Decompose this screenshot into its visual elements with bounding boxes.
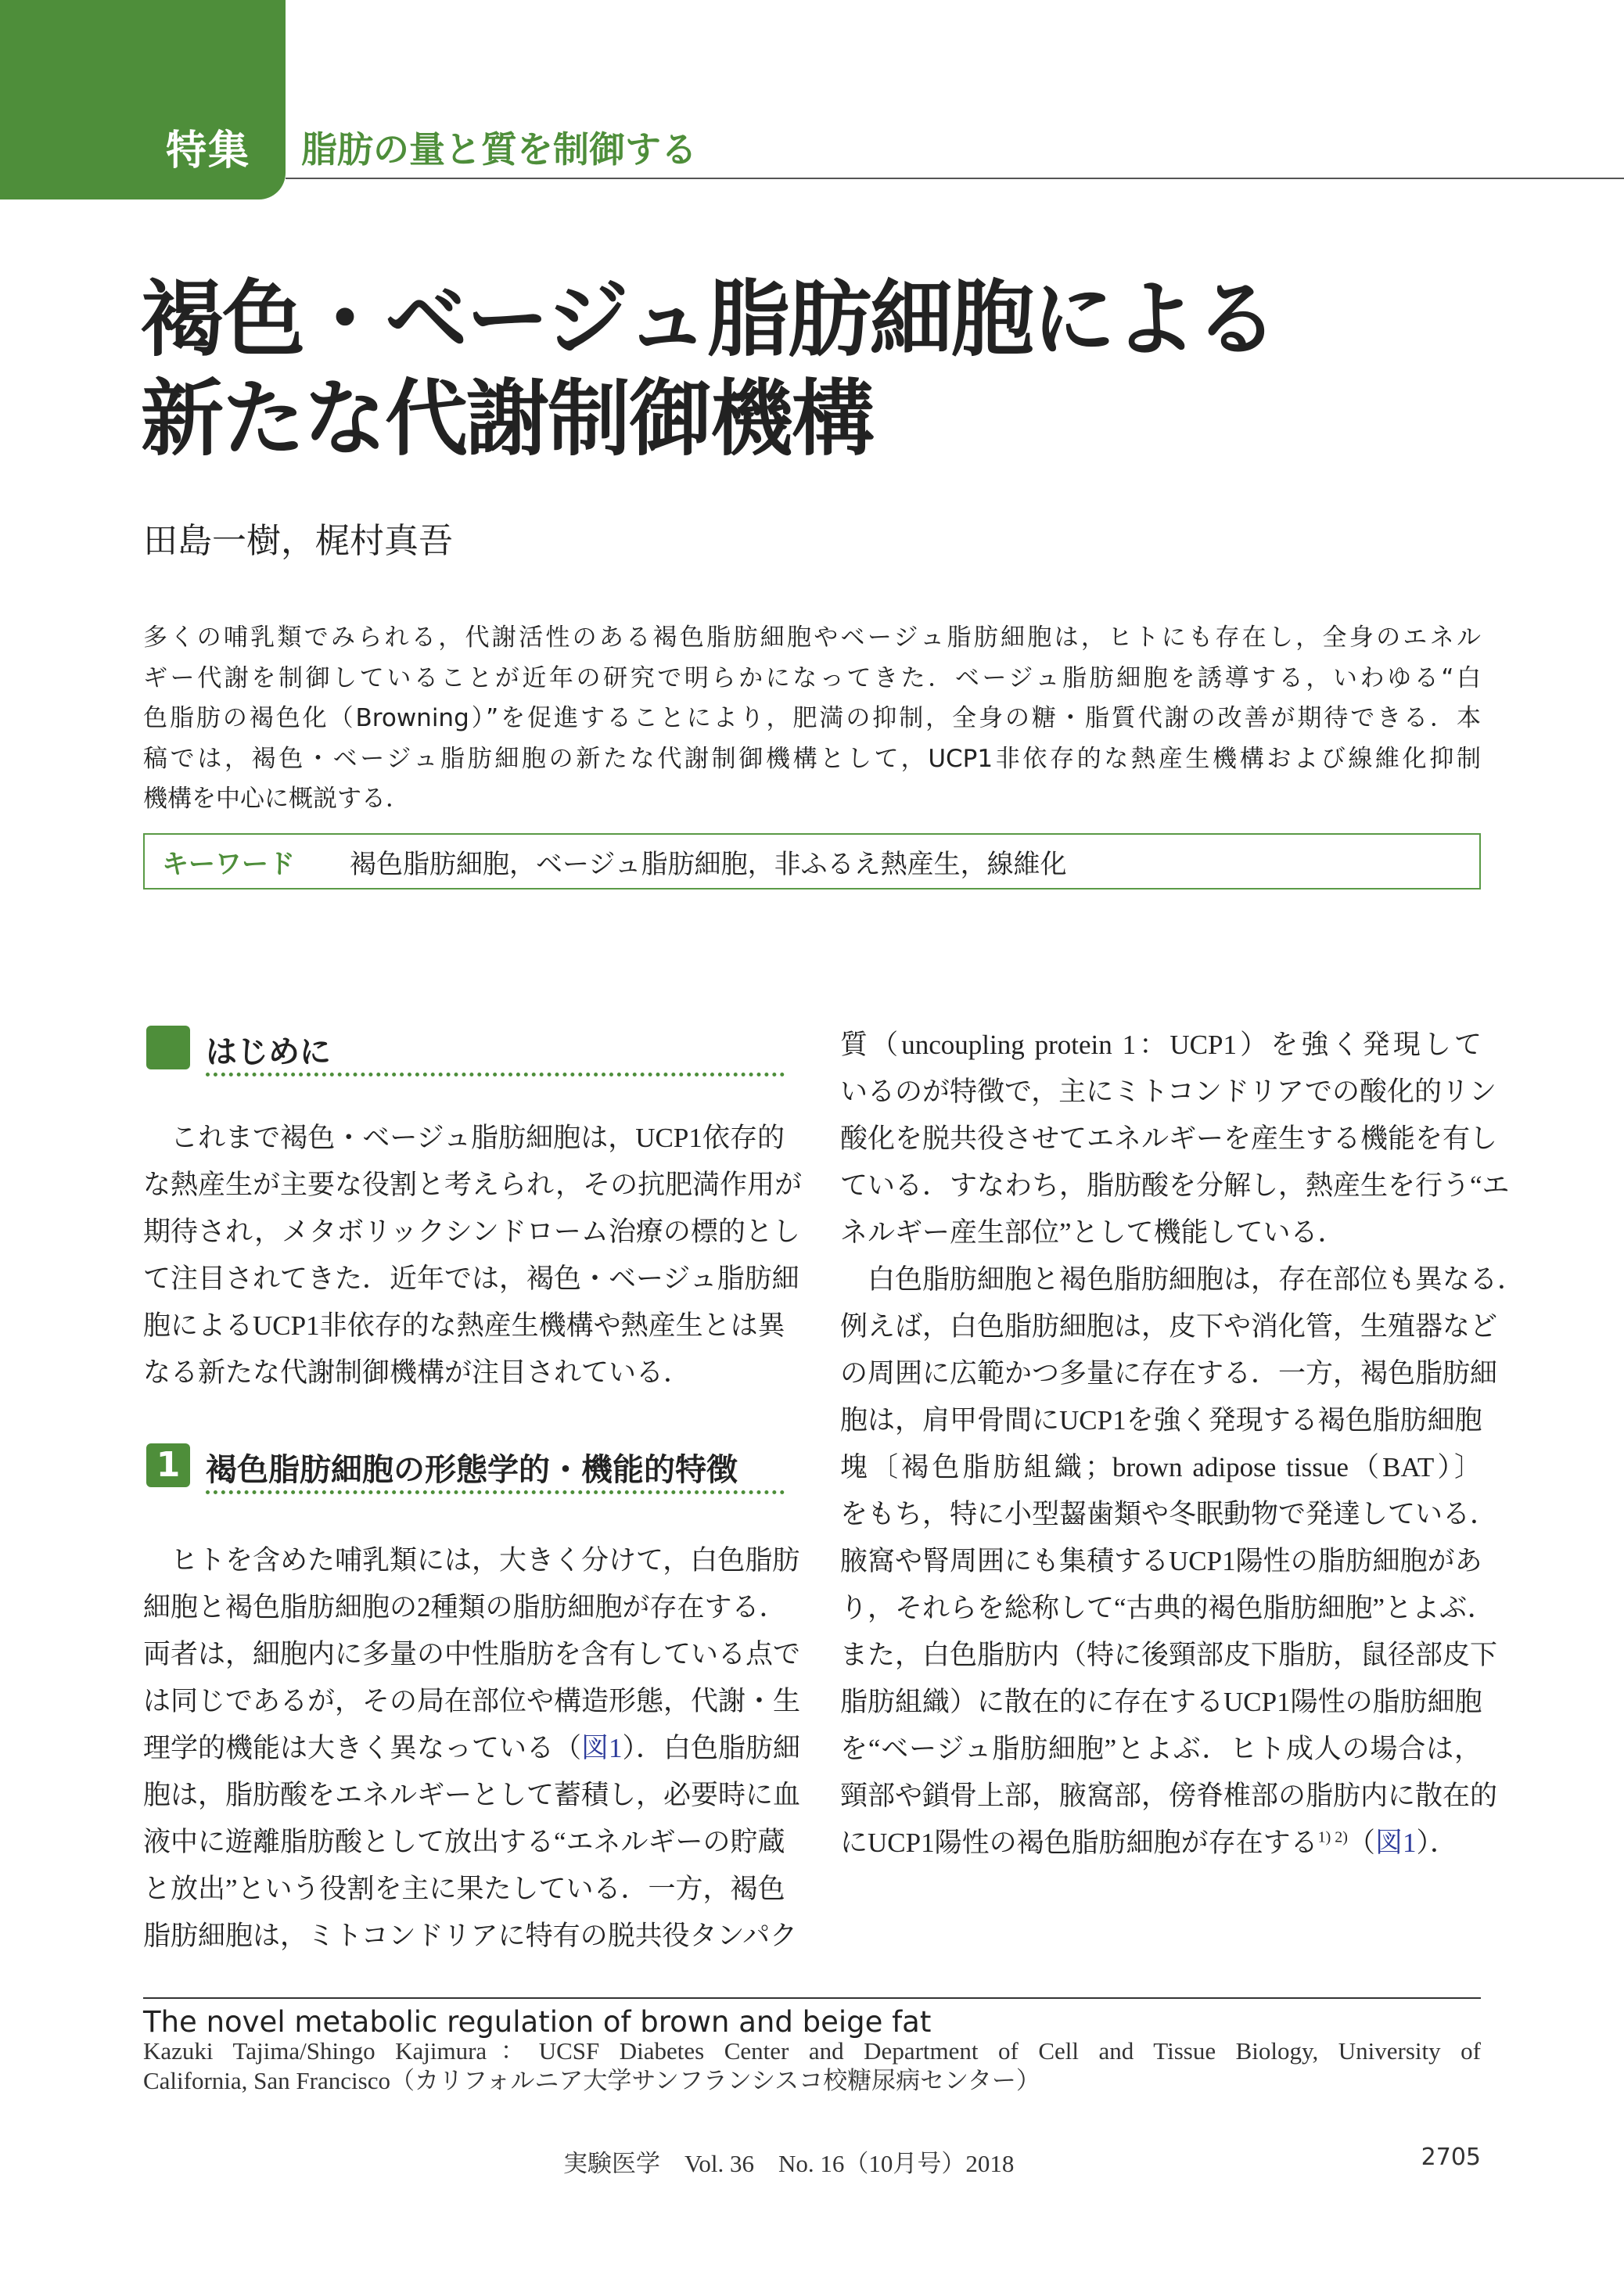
text-run: 両者は，細胞内に多量の中性脂肪を含有している点で xyxy=(143,1639,801,1669)
section-heading-1 xyxy=(143,1443,785,1492)
authors: 田島一樹，梶村真吾 xyxy=(143,521,453,561)
text-run: にUCP1陽性の褐色脂肪細胞が存在する xyxy=(840,1828,1318,1858)
text-line xyxy=(840,1350,1498,1397)
affiliation-line: Kazuki Tajima/Shingo Kajimura：UCSF Diabetes Center and Department of Cell and Tissue Biology, University of xyxy=(143,2037,1481,2065)
text-line xyxy=(840,1773,1498,1820)
text-line xyxy=(143,1725,801,1772)
feature-label: 特集 xyxy=(166,128,251,174)
abstract-line: 機構を中心に概説する． xyxy=(143,785,410,813)
text-run: 頸部や鎖骨上部，腋窩部，傍脊椎部の脂肪内に散在的 xyxy=(840,1781,1498,1811)
text-run: 胞は，脂肪酸をエネルギーとして蓄積し，必要時に血 xyxy=(143,1780,801,1810)
keywords-label: キーワード xyxy=(162,848,295,880)
text-line: なる新たな代謝制御機構が注目されている． xyxy=(143,1357,692,1388)
text-run: ヒトを含めた哺乳類には，大きく分けて，白色脂肪 xyxy=(143,1545,800,1576)
text-run: 脂肪組織）に散在的に存在するUCP1陽性の脂肪細胞 xyxy=(840,1687,1482,1717)
text-line xyxy=(840,1538,1482,1585)
dotted-rule xyxy=(206,1073,785,1076)
title-line: 新たな代謝制御機構 xyxy=(141,371,873,467)
abstract-line: ギー代謝を制御していることが近年の研究で明らかになってきた．ベージュ脂肪細胞を誘導する，いわゆる“白 xyxy=(143,663,1481,692)
text-run: 腋窩や腎周囲にも集積するUCP1陽性の脂肪細胞があ xyxy=(840,1546,1482,1576)
text-run: 細胞と褐色脂肪細胞の2種類の脂肪細胞が存在する． xyxy=(143,1592,787,1623)
text-line xyxy=(143,1772,801,1819)
text-line xyxy=(840,1397,1482,1444)
text-run: は同じであるが，その局在部位や構造形態，代謝・生 xyxy=(143,1686,801,1716)
text-line xyxy=(840,1163,1510,1209)
text-line: これまで褐色・ベージュ脂肪細胞は，UCP1依存的 xyxy=(143,1123,785,1153)
text-line xyxy=(143,1866,785,1913)
text-run: 質（uncoupling protein 1：UCP1）を強く発現して xyxy=(840,1030,1482,1060)
text-run: の周囲に広範かつ多量に存在する．一方，褐色脂肪細 xyxy=(840,1358,1498,1389)
text-run: り，それらを総称して“古典的褐色脂肪細胞”とよぶ． xyxy=(840,1593,1495,1623)
text-line xyxy=(143,1913,798,1960)
abstract-line: 稿では，褐色・ベージュ脂肪細胞の新たな代謝制御機構として，UCP1非依存的な熱産生機構および線維化抑制 xyxy=(143,744,1481,773)
text-line xyxy=(143,1631,801,1678)
text-run: また，白色脂肪内（特に後頸部皮下脂肪，鼠径部皮下 xyxy=(840,1640,1498,1670)
text-line xyxy=(840,1303,1498,1350)
section-title: 褐色脂肪細胞の形態学的・機能的特徴 xyxy=(206,1452,738,1488)
intro-paragraph xyxy=(143,1115,803,1396)
text-run: 塊〔褐色脂肪組織；brown adipose tissue（BAT）〕 xyxy=(840,1452,1482,1483)
affiliation xyxy=(143,2036,1481,2096)
feature-tab xyxy=(0,0,286,199)
section-marker: 1 xyxy=(146,1443,190,1487)
right-column xyxy=(840,1022,1525,1867)
citation-superscript: 1) 2) xyxy=(1317,1828,1348,1846)
text-line xyxy=(840,1679,1482,1726)
text-run: 胞は，肩甲骨間にUCP1を強く発現する褐色脂肪細胞 xyxy=(840,1405,1482,1436)
text-run: 脂肪細胞は，ミトコンドリアに特有の脱共役タンパク xyxy=(143,1921,798,1951)
section-heading-intro xyxy=(143,1026,785,1074)
dotted-rule xyxy=(206,1490,785,1494)
title-line: 褐色・ベージュ脂肪細胞による xyxy=(141,271,1277,368)
abstract-line: 色脂肪の褐色化（Browning）”を促進することにより，肥満の抑制，全身の糖・脂質代謝の改善が期待できる．本 xyxy=(143,704,1481,732)
text-line xyxy=(840,1820,1482,1867)
abstract xyxy=(143,618,1481,820)
text-run: （ xyxy=(1347,1828,1375,1858)
text-line xyxy=(143,1678,801,1725)
series-title: 脂肪の量と質を制御する xyxy=(301,128,697,171)
text-line: て注目されてきた．近年では，褐色・ベージュ脂肪細 xyxy=(143,1263,799,1294)
text-run: を“ベージュ脂肪細胞”とよぶ．ヒト成人の場合は， xyxy=(840,1734,1482,1764)
keywords-box xyxy=(143,833,1481,890)
abstract-line: 多くの哺乳類でみられる，代謝活性のある褐色脂肪細胞やベージュ脂肪細胞は，ヒトにも存在し，全身のエネル xyxy=(143,624,1481,652)
page-number: 2705 xyxy=(1421,2144,1481,2171)
section-marker xyxy=(146,1026,190,1069)
text-run: ている．すなわち，脂肪酸を分解し，熱産生を行う“エ xyxy=(840,1170,1510,1201)
text-line xyxy=(840,1116,1498,1163)
affiliation-line: California, San Francisco（カリフォルニア大学サンフランシスコ校糖尿病センター） xyxy=(143,2067,1040,2094)
text-line xyxy=(840,1256,1525,1303)
text-run: と放出”という役割を主に果たしている．一方，褐色 xyxy=(143,1874,785,1904)
footer-rule xyxy=(143,1997,1481,1999)
journal-info: 実験医学 Vol. 36 No. 16（10月号）2018 xyxy=(563,2150,1015,2177)
text-line xyxy=(840,1632,1498,1679)
text-run: 液中に遊離脂肪酸として放出する“エネルギーの貯蔵 xyxy=(143,1827,785,1857)
keywords: 褐色脂肪細胞，ベージュ脂肪細胞，非ふるえ熱産生，線維化 xyxy=(350,848,1067,880)
text-run: ）． xyxy=(1416,1828,1457,1858)
text-line xyxy=(840,1069,1496,1116)
text-line xyxy=(840,1444,1482,1491)
text-line xyxy=(840,1022,1482,1069)
text-line xyxy=(143,1584,785,1631)
section1-paragraph xyxy=(143,1537,801,1960)
text-run: 酸化を脱共役させてエネルギーを産生する機能を有し xyxy=(840,1123,1498,1154)
text-line xyxy=(840,1209,1482,1256)
text-line: な熱産生が主要な役割と考えられ，その抗肥満作用が xyxy=(143,1170,803,1200)
text-line xyxy=(840,1726,1482,1773)
header-rule xyxy=(286,178,1624,179)
text-run: ネルギー産生部位”として機能している． xyxy=(840,1217,1346,1248)
text-run: 例えば，白色脂肪細胞は，皮下や消化管，生殖器など xyxy=(840,1311,1498,1342)
text-line xyxy=(143,1819,785,1866)
figure-ref-link[interactable]: 図1 xyxy=(1374,1828,1417,1858)
section-title: はじめに xyxy=(206,1034,331,1070)
text-line xyxy=(840,1491,1498,1538)
text-line: 胞によるUCP1非依存的な熱産生機構や熱産生とは異 xyxy=(143,1310,785,1341)
text-run: ）．白色脂肪細 xyxy=(622,1733,801,1763)
english-title: The novel metabolic regulation of brown and beige fat xyxy=(143,2005,932,2039)
figure-ref-link[interactable]: 図1 xyxy=(581,1733,623,1763)
text-line xyxy=(840,1585,1495,1632)
text-line: 期待され，メタボリックシンドローム治療の標的とし xyxy=(143,1217,800,1247)
article-title xyxy=(141,270,1277,469)
text-line xyxy=(143,1537,800,1584)
text-run: 白色脂肪細胞と褐色脂肪細胞は，存在部位も異なる． xyxy=(840,1264,1525,1295)
text-run: いるのが特徴で，主にミトコンドリアでの酸化的リン xyxy=(840,1076,1496,1107)
text-run: 理学的機能は大きく異なっている（ xyxy=(143,1733,582,1763)
text-run: をもち，特に小型齧歯類や冬眠動物で発達している． xyxy=(840,1499,1498,1529)
